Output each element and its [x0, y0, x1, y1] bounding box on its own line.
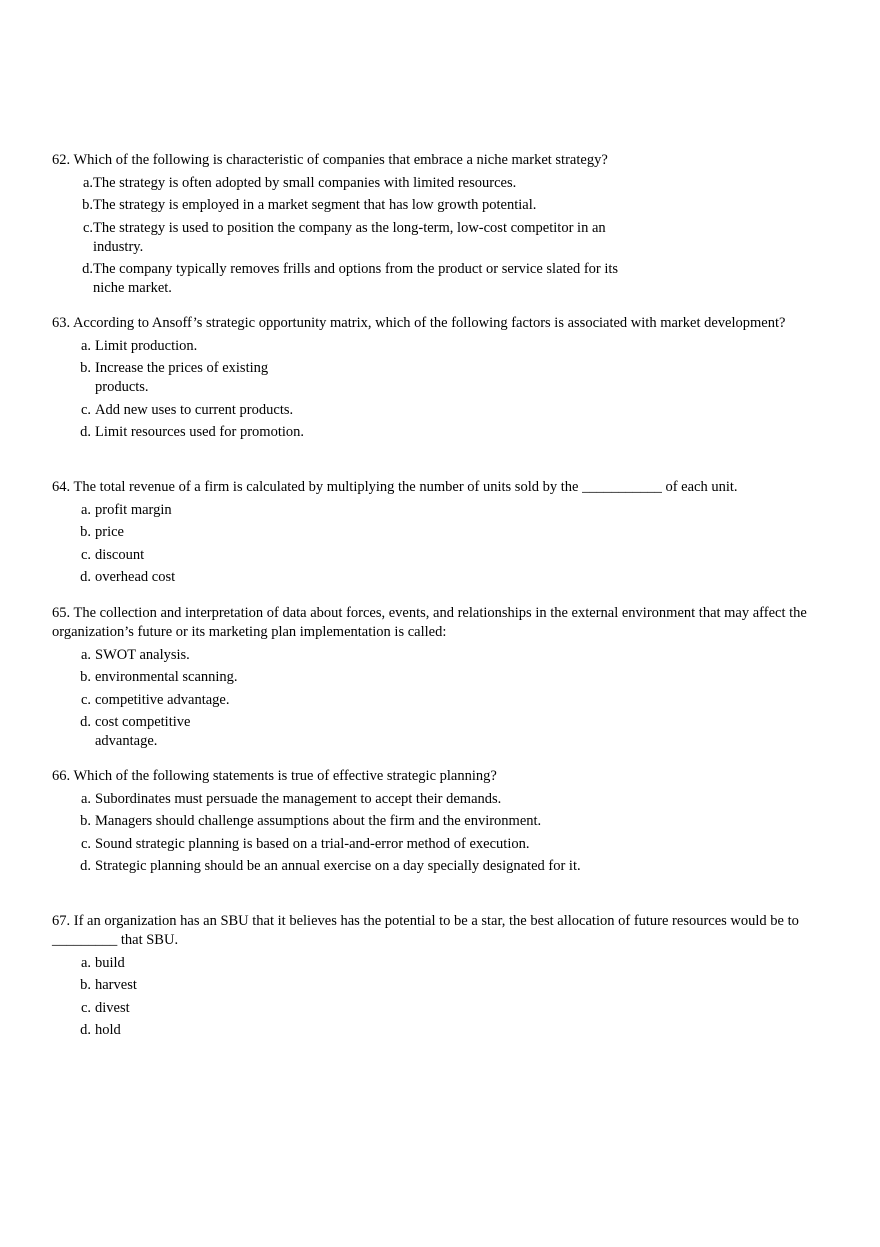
option-label: b. [82, 197, 93, 213]
option-label: a. [80, 337, 91, 354]
option-list [52, 337, 832, 443]
option-b [52, 668, 832, 687]
option-label: b. [80, 813, 91, 829]
option-label: c. [80, 691, 91, 708]
option-label: c. [80, 835, 91, 852]
option-text: Limit resources used for promotion. [95, 424, 304, 440]
question-65 [52, 604, 832, 751]
option-text: overhead cost [95, 569, 176, 585]
option-list [52, 790, 832, 877]
option-label: c. [80, 401, 91, 418]
question-62 [52, 151, 832, 298]
question-66 [52, 767, 832, 876]
option-label: a. [80, 646, 91, 663]
question-stem: 67. If an organization has an SBU that it believes has the potential to be a star, the best allocation of future resources would be to _________ that SBU. [52, 913, 799, 948]
option-d [52, 568, 832, 587]
option-text: competitive advantage. [95, 691, 230, 708]
option-c [52, 835, 832, 854]
question-stem: 66. Which of the following statements is true of effective strategic planning? [52, 768, 497, 784]
question-stem: 65. The collection and interpretation of data about forces, events, and relationships in the external environment that may affect the organization’s future or its marketing plan implementation is called: [52, 605, 807, 640]
option-text: price [95, 524, 124, 540]
option-label: a. [80, 790, 91, 807]
option-d [52, 857, 832, 876]
option-label: d. [80, 424, 91, 440]
option-label: c. [82, 219, 93, 236]
option-text: hold [95, 1022, 121, 1038]
option-text: cost competitive advantage. [95, 714, 191, 749]
option-text: Managers should challenge assumptions about the firm and the environment. [95, 813, 542, 829]
option-c [52, 219, 832, 257]
option-b [52, 359, 832, 397]
option-d [52, 713, 832, 751]
option-label: a. [80, 501, 91, 518]
option-label: c. [80, 999, 91, 1016]
option-text: Limit production. [95, 337, 198, 354]
option-label: d. [82, 261, 93, 277]
option-text: Sound strategic planning is based on a trial-and-error method of execution. [95, 835, 530, 852]
option-text: SWOT analysis. [95, 646, 190, 663]
option-b [52, 812, 832, 831]
option-b [52, 196, 832, 215]
option-list [52, 501, 832, 588]
option-text: The strategy is employed in a market segment that has low growth potential. [93, 197, 537, 213]
option-text: The company typically removes frills and options from the product or service slated for its niche market. [93, 261, 619, 296]
option-label: d. [80, 1022, 91, 1038]
option-label: b. [80, 977, 91, 993]
option-text: The strategy is often adopted by small companies with limited resources. [93, 174, 517, 191]
option-a [52, 174, 832, 193]
option-list [52, 174, 832, 299]
option-text: profit margin [95, 501, 172, 518]
option-label: a. [80, 954, 91, 971]
question-67 [52, 912, 832, 1040]
option-text: harvest [95, 977, 137, 993]
option-label: a. [82, 174, 93, 191]
option-text: environmental scanning. [95, 669, 238, 685]
option-label: d. [80, 858, 91, 874]
question-stem: 62. Which of the following is characteristic of companies that embrace a niche market strategy? [52, 152, 608, 168]
option-c [52, 999, 832, 1018]
question-63 [52, 314, 832, 442]
option-text: Increase the prices of existing products. [95, 360, 269, 395]
option-label: c. [80, 546, 91, 563]
option-label: b. [80, 524, 91, 540]
option-a [52, 790, 832, 809]
option-label: d. [80, 714, 91, 730]
question-stem: 64. The total revenue of a firm is calculated by multiplying the number of units sold by the ___________ of each unit. [52, 479, 738, 495]
option-text: Add new uses to current products. [95, 401, 294, 418]
option-text: discount [95, 546, 145, 563]
option-c [52, 691, 832, 710]
option-c [52, 546, 832, 565]
option-label: b. [80, 669, 91, 685]
option-b [52, 976, 832, 995]
option-b [52, 523, 832, 542]
option-label: d. [80, 569, 91, 585]
question-64 [52, 478, 832, 587]
option-text: The strategy is used to position the company as the long-term, low-cost competitor in an industry. [93, 219, 606, 255]
option-label: b. [80, 360, 91, 376]
option-text: Subordinates must persuade the management to accept their demands. [95, 790, 502, 807]
option-a [52, 646, 832, 665]
option-c [52, 401, 832, 420]
option-a [52, 501, 832, 520]
option-d [52, 1021, 832, 1040]
option-text: build [95, 954, 125, 971]
option-d [52, 423, 832, 442]
option-list [52, 646, 832, 752]
question-stem: 63. According to Ansoff’s strategic opportunity matrix, which of the following factors is associated with market development? [52, 315, 786, 331]
option-text: Strategic planning should be an annual exercise on a day specially designated for it. [95, 858, 581, 874]
option-a [52, 954, 832, 973]
option-d [52, 260, 832, 298]
option-list [52, 954, 832, 1041]
option-a [52, 337, 832, 356]
option-text: divest [95, 999, 130, 1016]
